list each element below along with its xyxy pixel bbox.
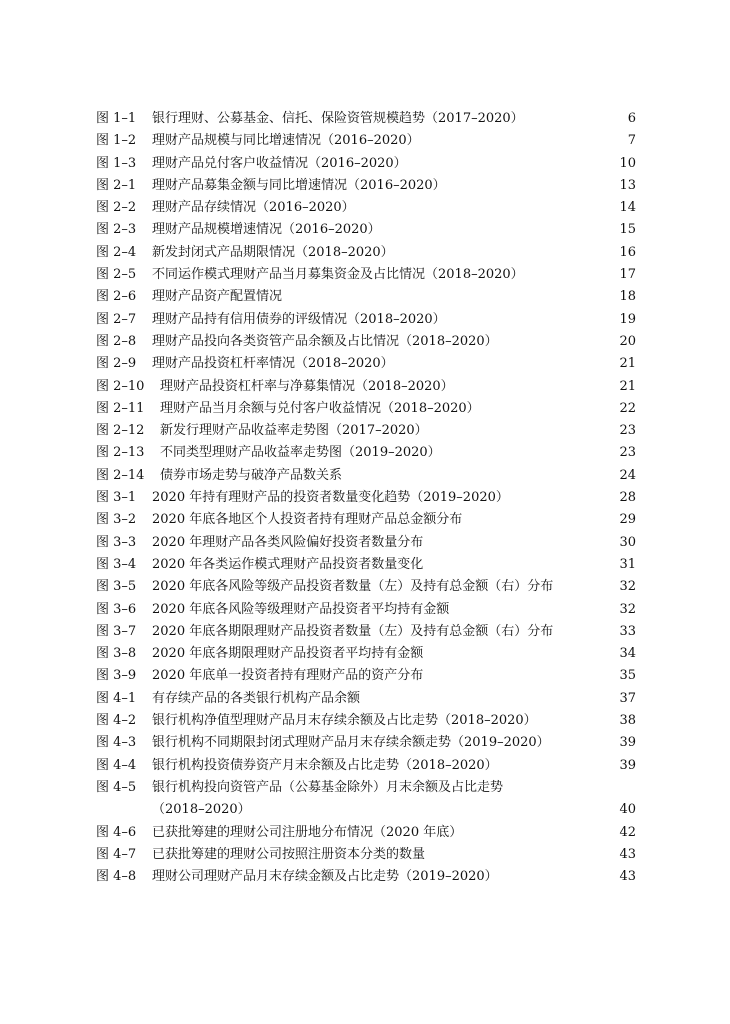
- figure-number: 图 3–3: [96, 534, 137, 550]
- figure-title: 2020 年底各期限理财产品投资者平均持有金额: [152, 646, 424, 662]
- figure-title: 理财产品规模与同比增速情况（2016–2020）: [152, 133, 420, 149]
- list-item: [96, 130, 636, 152]
- figure-number: 图 3–2: [96, 512, 137, 528]
- page-number: 20: [619, 333, 636, 349]
- figure-number: 图 2–13: [96, 445, 145, 461]
- figure-number: 图 1–2: [96, 133, 137, 149]
- list-item: [96, 420, 636, 442]
- figure-number: 图 2–12: [96, 423, 145, 439]
- figure-number: 图 4–5: [96, 779, 137, 795]
- list-item: [96, 822, 636, 844]
- figure-title: 理财产品兑付客户收益情况（2016–2020）: [152, 155, 407, 171]
- page-number: 43: [619, 869, 636, 885]
- figure-title: 不同类型理财产品收益率走势图（2019–2020）: [160, 445, 441, 461]
- figure-number: 图 2–4: [96, 244, 137, 260]
- page-number: 22: [619, 400, 636, 416]
- page-number: 21: [619, 378, 636, 394]
- list-item: [96, 688, 636, 710]
- figure-title: 银行机构投资债券资产月末余额及占比走势（2018–2020）: [152, 757, 498, 773]
- figure-number: 图 2–14: [96, 467, 145, 483]
- figure-title: 理财产品存续情况（2016–2020）: [152, 200, 355, 216]
- figure-title: 理财产品投向各类资管产品余额及占比情况（2018–2020）: [152, 333, 498, 349]
- figure-title: 银行机构净值型理财产品月末存续余额及占比走势（2018–2020）: [152, 713, 537, 729]
- list-item: [96, 264, 636, 286]
- list-item: [96, 576, 636, 598]
- page-number: 32: [619, 601, 636, 617]
- page-number: 38: [619, 713, 636, 729]
- figure-title: 银行机构不同期限封闭式理财产品月末存续余额走势（2019–2020）: [152, 735, 550, 751]
- figure-title: 理财产品投资杠杆率与净募集情况（2018–2020）: [160, 378, 454, 394]
- list-item: [96, 331, 636, 353]
- page-number: 15: [619, 222, 636, 238]
- figure-number: 图 4–4: [96, 757, 137, 773]
- figure-title: 2020 年持有理财产品的投资者数量变化趋势（2019–2020）: [152, 490, 509, 506]
- figure-title: 理财产品投资杠杆率情况（2018–2020）: [152, 356, 394, 372]
- page-number: 18: [619, 289, 636, 305]
- list-item: [96, 465, 636, 487]
- figure-title: 银行机构投向资管产品（公募基金除外）月末余额及占比走势: [152, 779, 504, 795]
- figure-number: 图 4–3: [96, 735, 137, 751]
- page-number: 32: [619, 579, 636, 595]
- page-number: 23: [619, 423, 636, 439]
- list-item: [96, 710, 636, 732]
- figure-title: 不同运作模式理财产品当月募集资金及占比情况（2018–2020）: [152, 267, 524, 283]
- list-item: [96, 487, 636, 509]
- list-item: [96, 532, 636, 554]
- page-number: 34: [619, 646, 636, 662]
- page-number: 39: [619, 735, 636, 751]
- list-item: [96, 286, 636, 308]
- figure-title: 新发行理财产品收益率走势图（2017–2020）: [160, 423, 428, 439]
- figure-title: 银行理财、公募基金、信托、保险资管规模趋势（2017–2020）: [152, 111, 524, 126]
- list-item: [96, 844, 636, 866]
- figure-number: 图 2–8: [96, 333, 137, 349]
- page-number: 23: [619, 445, 636, 461]
- figure-title: 理财产品当月余额与兑付客户收益情况（2018–2020）: [160, 400, 480, 416]
- page-number: 17: [619, 267, 636, 283]
- figure-title: 有存续产品的各类银行机构产品余额: [152, 690, 361, 706]
- figure-number: 图 1–1: [96, 111, 137, 126]
- list-item: [96, 643, 636, 665]
- list-item: [96, 732, 636, 754]
- page-number: 19: [619, 311, 636, 327]
- figure-title: 理财产品资产配置情况: [152, 289, 283, 305]
- figure-title: （2018–2020）: [152, 802, 251, 818]
- figure-title: 债券市场走势与破净产品数关系: [160, 467, 343, 483]
- figure-number: 图 2–5: [96, 267, 137, 283]
- page-number: 43: [619, 846, 636, 862]
- figure-title: 2020 年理财产品各类风险偏好投资者数量分布: [152, 534, 424, 550]
- figure-list: [96, 108, 636, 888]
- list-item: [96, 599, 636, 621]
- figure-title: 已获批筹建的理财公司按照注册资本分类的数量: [152, 846, 426, 862]
- page-number: 10: [619, 155, 636, 171]
- figure-number: 图 3–8: [96, 646, 137, 662]
- figure-number: 图 4–7: [96, 846, 137, 862]
- page-number: 40: [619, 802, 636, 818]
- page-number: 33: [619, 623, 636, 639]
- list-item: [96, 108, 636, 130]
- list-item: [96, 621, 636, 643]
- figure-number: 图 3–1: [96, 490, 137, 506]
- list-item: [96, 442, 636, 464]
- figure-number: 图 4–8: [96, 869, 137, 885]
- figure-number: 图 2–11: [96, 400, 145, 416]
- figure-number: 图 2–7: [96, 311, 137, 327]
- figure-title: 理财产品规模增速情况（2016–2020）: [152, 222, 381, 238]
- page-number: 13: [619, 177, 636, 193]
- figure-number: 图 2–2: [96, 200, 137, 216]
- figure-title: 理财公司理财产品月末存续金额及占比走势（2019–2020）: [152, 869, 498, 885]
- list-item: [96, 866, 636, 888]
- page-number: 7: [627, 133, 636, 149]
- figure-title: 2020 年各类运作模式理财产品投资者数量变化: [152, 556, 424, 572]
- figure-title: 理财产品持有信用债券的评级情况（2018–2020）: [152, 311, 446, 327]
- page-number: 6: [627, 111, 636, 126]
- list-item: [96, 242, 636, 264]
- page-number: 21: [619, 356, 636, 372]
- figure-number: 图 2–1: [96, 177, 137, 193]
- figure-title: 2020 年底单一投资者持有理财产品的资产分布: [152, 668, 424, 684]
- page-number: 42: [619, 824, 636, 840]
- figure-number: 图 2–6: [96, 289, 137, 305]
- figure-number: 图 3–4: [96, 556, 137, 572]
- list-item: [96, 175, 636, 197]
- list-item: [96, 665, 636, 687]
- figure-number: 图 3–6: [96, 601, 137, 617]
- figure-title: 2020 年底各风险等级产品投资者数量（左）及持有总金额（右）分布: [152, 579, 554, 595]
- list-item: [96, 554, 636, 576]
- figure-title: 2020 年底各地区个人投资者持有理财产品总金额分布: [152, 512, 463, 528]
- list-item: [96, 755, 636, 777]
- figure-number: 图 3–7: [96, 623, 137, 639]
- page-number: 30: [619, 534, 636, 550]
- page-number: 37: [619, 690, 636, 706]
- figure-number: 图 4–2: [96, 713, 137, 729]
- figure-number: 图 4–6: [96, 824, 137, 840]
- figure-title: 新发封闭式产品期限情况（2018–2020）: [152, 244, 394, 260]
- page-number: 14: [619, 200, 636, 216]
- list-item-continuation: [96, 799, 636, 821]
- page-number: 39: [619, 757, 636, 773]
- page-number: 29: [619, 512, 636, 528]
- figure-title: 2020 年底各风险等级理财产品投资者平均持有金额: [152, 601, 450, 617]
- list-item: [96, 219, 636, 241]
- figure-title: 已获批筹建的理财公司注册地分布情况（2020 年底）: [152, 824, 463, 840]
- list-item: [96, 509, 636, 531]
- figure-number: 图 3–5: [96, 579, 137, 595]
- figure-number: 图 2–3: [96, 222, 137, 238]
- figure-number: 图 2–10: [96, 378, 145, 394]
- page-number: 28: [619, 490, 636, 506]
- list-item: [96, 376, 636, 398]
- list-item: [96, 309, 636, 331]
- list-item: [96, 777, 636, 799]
- figure-title: 理财产品募集金额与同比增速情况（2016–2020）: [152, 177, 446, 193]
- figure-title: 2020 年底各期限理财产品投资者数量（左）及持有总金额（右）分布: [152, 623, 554, 639]
- page-number: 24: [619, 467, 636, 483]
- list-item: [96, 353, 636, 375]
- page-number: 16: [619, 244, 636, 260]
- figure-number: 图 3–9: [96, 668, 137, 684]
- list-item: [96, 197, 636, 219]
- page-number: 31: [619, 556, 636, 572]
- figure-number: 图 2–9: [96, 356, 137, 372]
- figure-number: 图 4–1: [96, 690, 137, 706]
- list-item: [96, 398, 636, 420]
- list-item: [96, 153, 636, 175]
- page-number: 35: [619, 668, 636, 684]
- figure-number: 图 1–3: [96, 155, 137, 171]
